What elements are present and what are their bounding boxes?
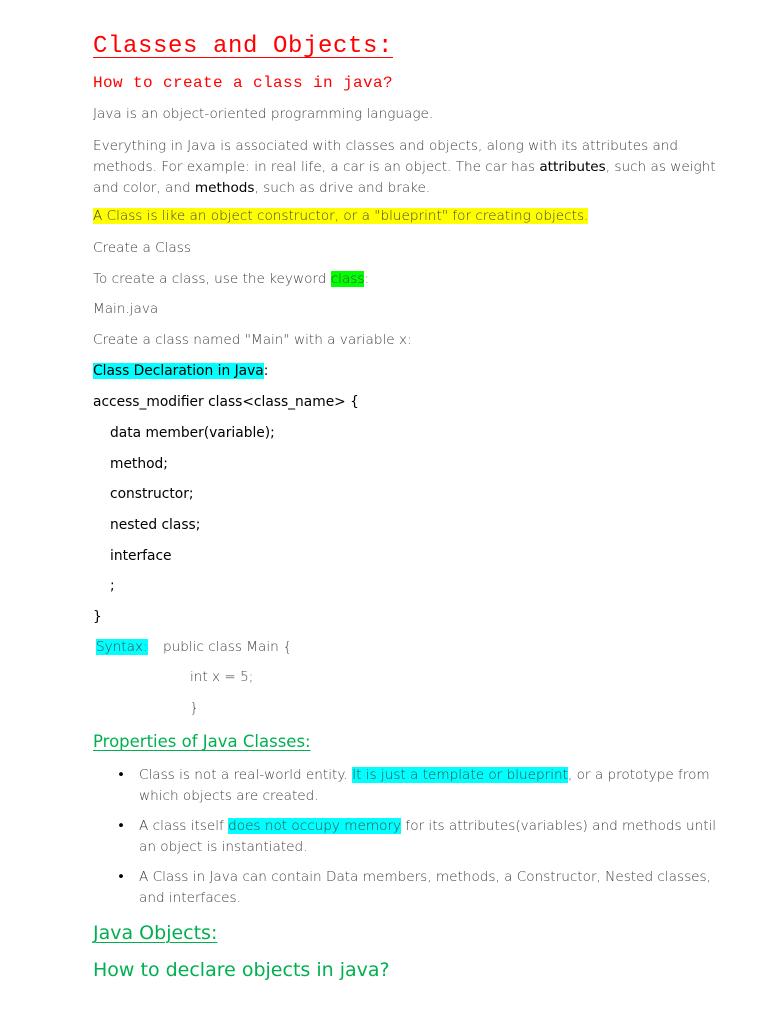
syntax-line: public class Main {: [163, 639, 292, 655]
syntax-label: [96, 639, 148, 655]
paragraph-text: Everything in Java is associated with classes and objects, along with its attributes and methods. For example: in real life, a car is an object. The car has: [93, 138, 679, 175]
keyword-line: [93, 271, 369, 287]
bullet-icon: •: [117, 869, 126, 885]
list-item-text: for its attributes(variables) and methods until an object is instantiated.: [139, 818, 717, 855]
keyword-line-text: To create a class, use the keyword: [93, 271, 331, 287]
paragraph-text: , such as weight and color, and: [93, 159, 716, 196]
list-item-text: Class is not a real-world entity.: [139, 767, 353, 783]
code-line: constructor;: [110, 486, 194, 502]
keyword-line-colon: :: [364, 271, 370, 287]
list-item-highlight: It is just a template or blueprint: [352, 767, 568, 783]
declare-objects-heading: How to declare objects in java?: [93, 959, 390, 981]
code-line: access_modifier class<class_name> {: [93, 394, 359, 410]
list-item: [117, 867, 737, 909]
bullet-icon: •: [117, 767, 126, 783]
page-title: Classes and Objects:: [93, 33, 394, 60]
declaration-colon: :: [263, 363, 269, 379]
bullet-icon: •: [117, 818, 126, 834]
filename: Main.java: [93, 301, 159, 317]
syntax-line: }: [190, 700, 199, 716]
list-item-text: A class itself: [139, 818, 229, 834]
objects-heading: Java Objects:: [93, 922, 218, 944]
class-keyword: class: [330, 271, 365, 287]
code-line: }: [93, 609, 102, 625]
intro-text: Java is an object-oriented programming language.: [93, 106, 434, 122]
keyword-methods: methods: [194, 180, 255, 196]
paragraph-text: , such as drive and brake.: [254, 180, 431, 196]
code-line: interface: [110, 548, 172, 564]
syntax-line: int x = 5;: [190, 669, 254, 685]
syntax-label-text: Syntax:: [96, 639, 148, 655]
code-line: ;: [110, 578, 115, 594]
list-item-text: , or a prototype from which objects are created.: [139, 767, 710, 804]
create-main-text: Create a class named "Main" with a variable x:: [93, 332, 412, 348]
highlighted-definition: A Class is like an object constructor, or a "blueprint" for creating objects.: [93, 208, 589, 224]
list-item: [117, 816, 737, 858]
properties-heading: Properties of Java Classes:: [93, 732, 311, 751]
declaration-label: Class Declaration in Java: [93, 363, 264, 379]
code-line: method;: [110, 456, 168, 472]
list-item-text: A Class in Java can contain Data members, methods, a Constructor, Nested classes, and interfaces.: [139, 869, 711, 906]
create-class-heading: Create a Class: [93, 240, 191, 256]
intro-paragraph: [93, 136, 738, 199]
keyword-attributes: attributes: [539, 159, 606, 175]
code-line: nested class;: [110, 517, 201, 533]
list-item-highlight: does not occupy memory: [228, 818, 402, 834]
section-subtitle: How to create a class in java?: [93, 74, 394, 92]
declaration-heading: [93, 363, 268, 379]
code-line: data member(variable);: [110, 425, 275, 441]
list-item: [117, 765, 737, 807]
properties-list: [117, 765, 737, 909]
class-definition: [93, 208, 588, 224]
